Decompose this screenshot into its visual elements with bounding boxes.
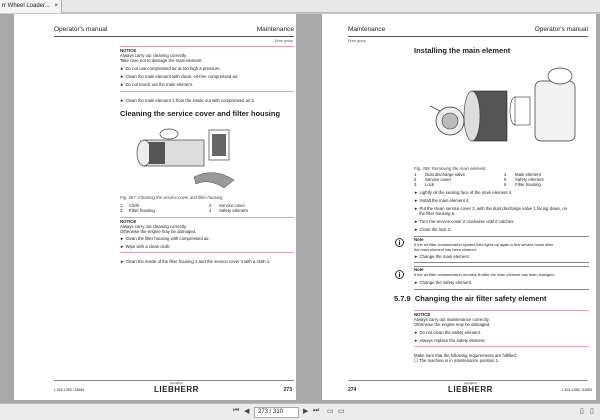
note-rule <box>414 289 589 290</box>
doc-code: L 524-1265 / 34583 <box>561 388 592 392</box>
header-right: Operator's manual <box>534 26 588 33</box>
text: Always carry out maintenance correctly. <box>414 317 490 322</box>
notice-rule <box>120 91 294 92</box>
legend-num: 4 <box>504 172 507 177</box>
main-element-illustration <box>410 56 590 161</box>
figure-caption: Fig. 307: Cleaning the service cover and filter housing <box>120 195 223 200</box>
bullet: Wipe with a clean cloth. <box>125 244 171 249</box>
header-left: Maintenance <box>348 26 386 33</box>
legend-label: Lock <box>425 182 435 187</box>
legend-label: Safety element <box>219 208 248 213</box>
step: Put the clean service cover 2, with the dust discharge valve 1 facing down, on <box>419 206 568 211</box>
two-page-icon[interactable]: ▯ <box>590 408 594 415</box>
legend-label: Safety element <box>515 177 544 182</box>
text: Otherwise the engine may be damaged. <box>120 229 197 234</box>
tab-title: rr Wheel Loader... <box>2 3 50 9</box>
notice-title: NOTICE <box>120 48 137 53</box>
legend-num: 3 <box>414 182 417 187</box>
fit-width-icon[interactable]: ▭ <box>338 408 345 415</box>
liebherr-logo: copyright by LIEBHERR <box>448 382 493 394</box>
next-page-icon[interactable]: ▶ <box>303 408 309 415</box>
note-rule <box>414 266 589 267</box>
notice-rule <box>120 46 294 47</box>
note-rule <box>414 262 589 263</box>
page-number-input[interactable]: 273 / 310 <box>254 407 299 418</box>
bullet: Do not use compressed air at too high a pressure. <box>125 66 221 71</box>
text: the main element has been cleaned: <box>414 247 477 252</box>
section-heading: 5.7.9 Changing the air filter safety element <box>394 294 547 303</box>
note-title: Note <box>414 237 424 242</box>
bullet: Clean the filter housing with compressed air. <box>125 236 210 241</box>
bullet: Clean the main element with clean, oil-free compressed air. <box>125 74 239 79</box>
note-rule <box>414 236 589 237</box>
legend-label: Filter housing <box>129 208 155 213</box>
note-title: Note <box>414 267 424 272</box>
legend-num: 6 <box>504 182 507 187</box>
subheader: Drive group <box>348 39 367 43</box>
requirement: The machine is in maintenance position 1. <box>418 358 500 363</box>
bullet: Do not knock out the main element. <box>125 82 194 87</box>
notice-rule <box>120 252 294 253</box>
legend-num: 2 <box>120 208 123 213</box>
info-icon: i <box>395 238 404 247</box>
footer-rule <box>54 380 294 381</box>
header-right: Maintenance <box>256 26 294 33</box>
text: If the air filter contamination remains lit after the main element has been changed: <box>414 272 555 277</box>
legend-num: 1 <box>414 172 417 177</box>
viewer-toolbar <box>0 403 600 420</box>
page-274: Maintenance Operator's manual Drive group Installing the main element Fig. 308: Removing the main element 1 Dust discharge valve 2 Service cover 3 Lock 4 Main element 5 Safety element 6 Filter housing ► Lightly oil the sealing face of the main element 4. ► Install the main element 4. ► Put the clean service cover 2, with the dust discharge valve 1 facing down, on the filter housing 6. ► Turn the service cover 2 clockwise until it catches. ► Close the lock 3. i Note If the air filter contamination symbol field lights up again a few service hours after the main element has been cleaned: ► Change the main element. i Note If the air filter contamination remains lit after the main element has been changed: ► Change the safety element. 5.7.9 Changing the air filter safety element NOTICE Always carry out maintenance correctly. Otherwise the engine may be damaged. ► Do not clean the safety element. ► Always replace the safety element. Make sure that the following requirements are fulfilled: ☐ The machine is in maintenance position 1. 274 copyright by LIEBHERR L 524-1265 / 34583 <box>322 14 596 400</box>
bullet: Always replace the safety element. <box>419 338 486 343</box>
legend-num: 5 <box>504 177 507 182</box>
legend-label: Dust discharge valve <box>425 172 465 177</box>
notice-rule <box>414 310 589 311</box>
page-header <box>348 26 588 37</box>
page-number: 273 <box>283 387 292 393</box>
document-view[interactable] <box>0 14 600 403</box>
text: Always carry out cleaning correctly. <box>120 224 188 229</box>
text: Otherwise the engine may be damaged. <box>414 322 491 327</box>
first-page-icon[interactable]: ⏮ <box>233 407 240 414</box>
text: If the air filter contamination symbol field lights up again a few service hours after <box>414 242 554 247</box>
legend-label: Main element <box>515 172 541 177</box>
header-left: Operator's manual <box>54 26 108 33</box>
notice-title: NOTICE <box>414 312 431 317</box>
legend-label: Service cover <box>425 177 452 182</box>
tab-bar <box>0 0 600 13</box>
notice-rule <box>414 346 589 347</box>
figure-caption: Fig. 308: Removing the main element <box>414 166 486 171</box>
last-page-icon[interactable]: ⏭ <box>313 407 320 414</box>
fit-page-icon[interactable]: ▭ <box>327 408 334 415</box>
footer-rule <box>348 380 588 381</box>
legend-label: Service cover <box>219 203 246 208</box>
bullet: Change the main element. <box>419 254 470 259</box>
liebherr-logo: copyright by LIEBHERR <box>154 382 199 394</box>
page-number: 274 <box>348 387 357 393</box>
legend-num: 4 <box>209 208 212 213</box>
step: Clean the main element 1 from the inside out with compressed air 2. <box>125 98 256 103</box>
subheader: Drive group <box>274 39 293 43</box>
doc-code: L 524-1265 / 34583 <box>54 388 85 392</box>
text: Make sure that the following requirements are fulfilled: <box>414 353 517 358</box>
close-icon[interactable]: × <box>54 3 58 9</box>
section-heading: Installing the main element <box>414 46 511 55</box>
step: Lightly oil the sealing face of the main element 4. <box>419 190 513 195</box>
step: Close the lock 3. <box>419 227 452 232</box>
notice-title: NOTICE <box>120 219 137 224</box>
previous-page-icon[interactable]: ◀ <box>244 408 250 415</box>
text: Take care not to damage the main element. <box>120 58 203 63</box>
legend-label: Filter housing <box>515 182 541 187</box>
notice-rule <box>120 217 294 218</box>
info-icon: i <box>395 270 404 279</box>
filter-cleaning-illustration <box>124 122 254 192</box>
legend-num: 1 <box>120 203 123 208</box>
step: the filter housing 6. <box>419 211 456 216</box>
page-273: Operator's manual Maintenance Drive group NOTICE Always carry out cleaning correctly. Take care not to damage the main element. ► Do not use compressed air at too high a pressure. ► Clean the main element with clean, oil-free compressed air. ► Do not knock out the main element. ► Clean the main element 1 from the inside out with compressed air 2. Cleaning the service cover and filter housing Fig. 307: Cleaning the service cover and filter housing 1 Cloth 2 Filter housing 3 Service cover 4 Safety element NOTICE Always carry out cleaning correctly. Otherwise the engine may be damaged. ► Clean the filter housing with compressed air. ► Wipe with a clean cloth. ► Clean the inside of the filter housing 2 and the service cover 3 with a cloth 1. L 524-1265 / 34583 copyright by LIEBHERR 273 <box>14 14 296 400</box>
step: Clean the inside of the filter housing 2 and the service cover 3 with a cloth 1. <box>125 259 271 264</box>
legend-label: Cloth <box>129 203 140 208</box>
single-page-icon[interactable]: ▯ <box>580 408 584 415</box>
legend-num: 3 <box>209 203 212 208</box>
text: Always carry out cleaning correctly. <box>120 53 188 58</box>
document-tab[interactable] <box>0 0 62 13</box>
bullet: Do not clean the safety element. <box>419 330 482 335</box>
page-header <box>54 26 294 37</box>
step: Install the main element 4. <box>419 198 470 203</box>
legend-num: 2 <box>414 177 417 182</box>
section-heading: Cleaning the service cover and filter housing <box>120 109 281 118</box>
step: Turn the service cover 2 clockwise until it catches. <box>419 219 515 224</box>
bullet: Change the safety element. <box>419 280 473 285</box>
